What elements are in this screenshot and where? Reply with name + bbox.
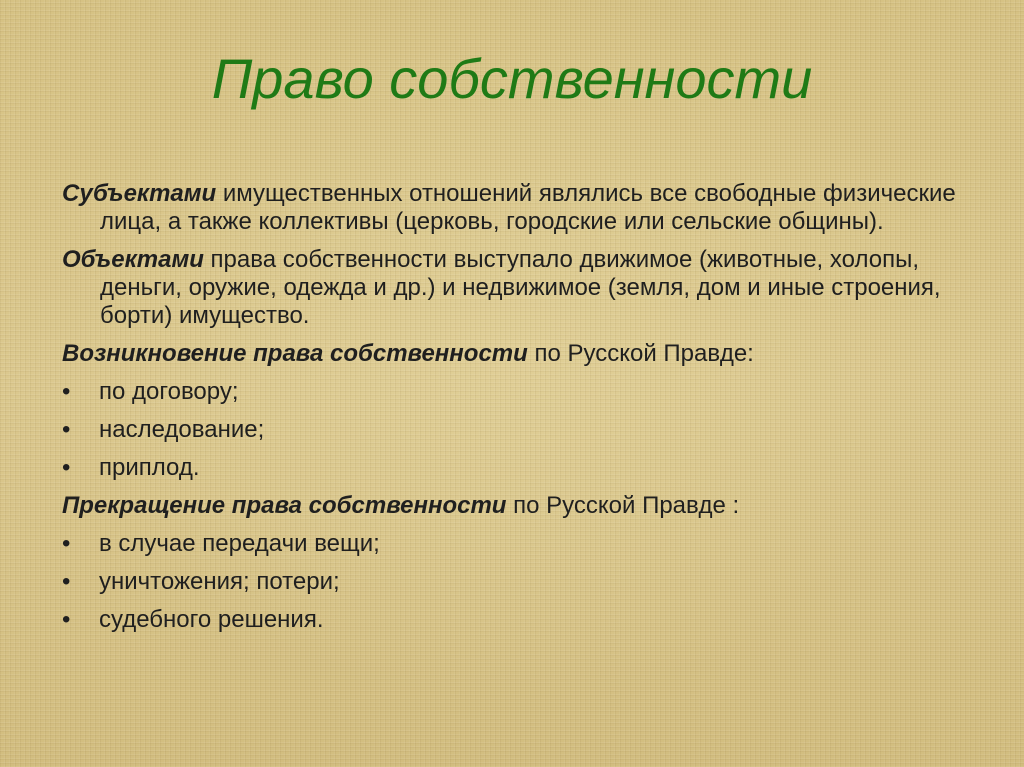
origin-heading — [62, 340, 972, 368]
subjects-emphasis: Субъектами — [62, 180, 217, 207]
termination-item — [62, 606, 972, 634]
subjects-paragraph — [62, 180, 972, 236]
termination-item — [62, 568, 972, 596]
slide-content — [62, 180, 972, 634]
origin-item-text: наследование; — [99, 416, 265, 443]
bullet-icon: • — [62, 454, 71, 481]
termination-emphasis: Прекращение права собственности — [62, 492, 507, 519]
bullet-icon: • — [62, 568, 71, 595]
origin-item — [62, 416, 972, 444]
termination-list — [62, 530, 972, 634]
origin-text: по Русской Правде: — [527, 340, 754, 367]
termination-heading — [62, 492, 972, 520]
objects-emphasis: Объектами — [62, 246, 204, 273]
slide-title: Право собственности — [211, 47, 813, 110]
termination-item-text: судебного решения. — [99, 606, 324, 633]
origin-item — [62, 378, 972, 406]
subjects-text: имущественных отношений являлись все свободные физические лица, а также коллективы (церковь, городские или сельские общины). — [100, 180, 956, 235]
objects-text: права собственности выступало движимое (животные, холопы, деньги, оружие, одежда и др.) и недвижимое (земля, дом и иные строения, борти) имущество. — [100, 246, 941, 329]
origin-item-text: по договору; — [99, 378, 239, 405]
termination-item-text: уничтожения; потери; — [99, 568, 340, 595]
termination-item — [62, 530, 972, 558]
origin-item-text: приплод. — [99, 454, 200, 481]
bullet-icon: • — [62, 378, 71, 405]
termination-text: по Русской Правде : — [506, 492, 740, 519]
origin-item — [62, 454, 972, 482]
origin-emphasis: Возникновение права собственности — [62, 340, 528, 367]
bullet-icon: • — [62, 606, 71, 633]
bullet-icon: • — [62, 530, 71, 557]
bullet-icon: • — [62, 416, 71, 443]
origin-list — [62, 378, 972, 482]
objects-paragraph — [62, 246, 972, 330]
termination-item-text: в случае передачи вещи; — [99, 530, 380, 557]
